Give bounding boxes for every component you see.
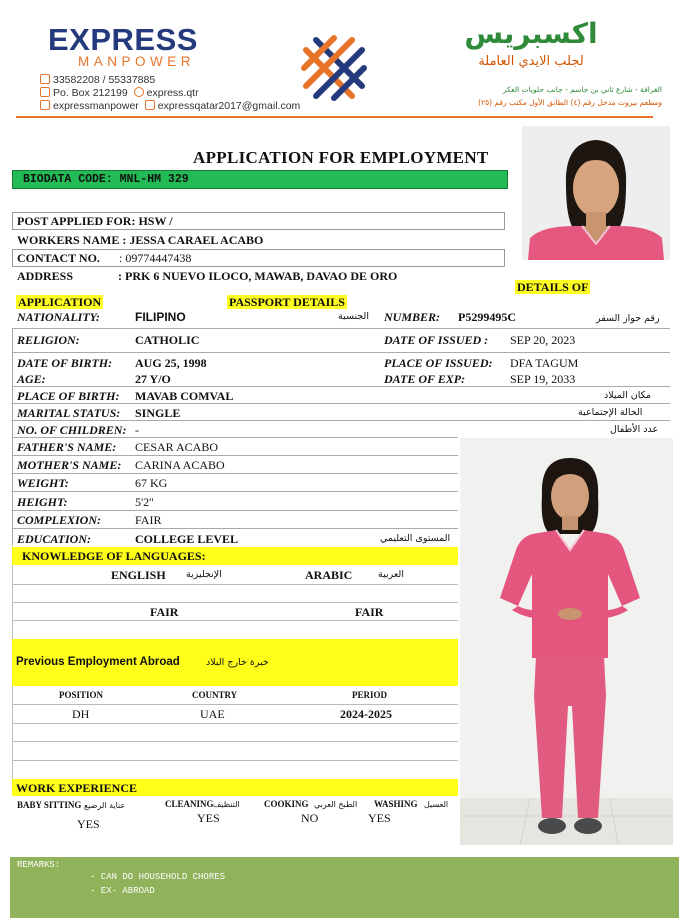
application-heading: APPLICATION	[18, 295, 102, 309]
row-border-left	[12, 328, 13, 546]
employment-position: DH	[72, 707, 90, 721]
form-title: APPLICATION FOR EMPLOYMENT	[193, 148, 489, 167]
table-divider	[12, 584, 458, 585]
height-value: 5'2''	[135, 495, 154, 509]
religion-value: CATHOLIC	[135, 333, 200, 347]
father-name-label: FATHER'S NAME:	[17, 440, 117, 454]
applicant-full-body-photo	[460, 438, 673, 845]
row-divider	[12, 386, 670, 387]
position-header: POSITION	[59, 690, 104, 700]
complexion-value: FAIR	[135, 513, 162, 527]
age-value: 27 Y/O	[135, 372, 171, 386]
row-divider	[12, 510, 458, 511]
pobox-line	[40, 87, 199, 100]
english-label: ENGLISH	[111, 568, 166, 582]
passport-number-label: NUMBER:	[384, 310, 441, 324]
applicant-portrait-photo	[522, 126, 670, 260]
mailbox-icon	[40, 87, 50, 97]
weight-value: 67 KG	[135, 476, 168, 490]
languages-band	[12, 547, 458, 565]
date-issued-value: SEP 20, 2023	[510, 333, 576, 347]
english-level: FAIR	[150, 605, 179, 619]
social-line	[40, 100, 300, 113]
skill-baby-sitting-label: BABY SITTING	[17, 800, 82, 810]
nationality-label: NATIONALITY:	[17, 310, 100, 324]
post-applied-box	[12, 212, 505, 230]
age-label: AGE:	[17, 372, 46, 386]
arabic-arabic: العربية	[378, 569, 404, 580]
row-divider	[12, 328, 670, 329]
remarks-item: - CAN DO HOUSEHOLD CHORES	[90, 872, 226, 882]
passport-number-value: P5299495C	[458, 310, 516, 324]
row-divider	[12, 473, 458, 474]
mother-name-label: MOTHER'S NAME:	[17, 458, 122, 472]
skill-cooking-label: COOKING	[264, 799, 309, 809]
contact-value: : 09774447438	[119, 251, 192, 265]
skill-cooking-arabic: الطبخ العربي	[314, 800, 358, 809]
marital-status-value: SINGLE	[135, 406, 181, 420]
post-applied-text: POST APPLIED FOR: HSW /	[17, 214, 173, 228]
row-divider	[12, 437, 458, 438]
mother-name-value: CARINA ACABO	[135, 458, 225, 472]
education-arabic: المستوى التعليمي	[380, 533, 451, 544]
nationality-value: FILIPINO	[135, 310, 186, 324]
skill-washing-label: WASHING	[374, 799, 418, 809]
row-divider	[12, 491, 458, 492]
marital-status-label: MARITAL STATUS:	[17, 406, 121, 420]
previous-employment-band	[12, 639, 458, 686]
remarks-panel	[10, 857, 679, 918]
skill-cleaning-arabic: التنظيف	[213, 800, 240, 809]
email-text: expressqatar2017@gmail.com	[157, 100, 301, 112]
row-divider	[12, 528, 458, 529]
table-divider	[12, 760, 458, 761]
place-of-birth-label: PLACE OF BIRTH:	[17, 389, 120, 403]
social-text: expressmanpower	[53, 100, 139, 112]
marital-status-arabic: الحالة الإجتماعية	[578, 407, 643, 418]
remarks-heading: REMARKS:	[17, 860, 61, 870]
table-divider	[12, 620, 458, 621]
brand-logo-subtitle: MANPOWER	[78, 54, 195, 69]
address-arabic-line-2: ومطعم بيروت مدخل رقم (٤) الطابق الأول مكتب رقم (٢٥)	[478, 98, 662, 107]
complexion-label: COMPLEXION:	[17, 513, 102, 527]
date-exp-value: SEP 19, 2033	[510, 372, 576, 386]
table-border-left	[12, 565, 13, 639]
row-divider	[12, 455, 458, 456]
row-divider	[12, 420, 670, 421]
dob-label: DATE OF BIRTH:	[17, 356, 113, 370]
place-of-birth-value: MAVAB COMVAL	[135, 389, 234, 403]
contact-label: CONTACT NO.	[17, 251, 100, 265]
web-text: express.qtr	[146, 87, 199, 99]
work-experience-band	[12, 779, 458, 796]
phone-line	[40, 74, 155, 87]
place-of-birth-arabic: مكان الميلاد	[604, 390, 652, 401]
address-arabic-line-1: الغرافة - شارع ثاني بن جاسم - جانب حلويات العكر	[502, 85, 662, 94]
company-emblem-icon	[294, 28, 374, 108]
children-value: -	[135, 423, 139, 437]
row-divider	[12, 352, 670, 353]
arabic-level: FAIR	[355, 605, 384, 619]
employment-period: 2024-2025	[340, 707, 392, 721]
passport-number-arabic: رقم جواز السفر	[596, 313, 660, 324]
row-divider	[12, 403, 670, 404]
languages-heading: KNOWLEDGE OF LANGUAGES:	[22, 549, 206, 563]
passport-details-heading: PASSPORT DETAILS	[229, 295, 345, 309]
details-of-heading: DETAILS OF	[517, 280, 589, 294]
date-exp-label: DATE OF EXP:	[384, 372, 466, 386]
previous-employment-heading: Previous Employment Abroad	[16, 656, 180, 668]
nationality-arabic: الجنسية	[338, 311, 369, 322]
skill-cleaning-label: CLEANING	[165, 799, 214, 809]
address-label: ADDRESS	[17, 269, 74, 283]
education-label: EDUCATION:	[17, 532, 92, 546]
period-header: PERIOD	[352, 690, 388, 700]
dob-value: AUG 25, 1998	[135, 356, 207, 370]
height-label: HEIGHT:	[17, 495, 68, 509]
email-icon	[145, 100, 155, 110]
workers-name-text: WORKERS NAME : JESSA CARAEL ACABO	[17, 233, 264, 247]
country-header: COUNTRY	[192, 690, 238, 700]
religion-label: RELIGION:	[17, 333, 80, 347]
table-divider	[12, 723, 458, 724]
table-border-left	[12, 686, 13, 779]
brand-logo-arabic-subtitle: لجلب الايدي العاملة	[478, 54, 584, 69]
table-divider	[12, 602, 458, 603]
address-value: : PRK 6 NUEVO ILOCO, MAWAB, DAVAO DE ORO	[118, 269, 398, 283]
remarks-item: - EX- ABROAD	[90, 886, 155, 896]
date-issued-label: DATE OF ISSUED :	[384, 333, 489, 347]
weight-label: WEIGHT:	[17, 476, 69, 490]
skill-washing-value: YES	[368, 811, 391, 825]
employment-country: UAE	[200, 707, 225, 721]
pobox-text: Po. Box 212199	[53, 87, 128, 99]
instagram-icon	[40, 100, 50, 110]
contact-box	[12, 249, 505, 267]
skill-baby-sitting-value: YES	[77, 817, 100, 831]
skill-cooking-value: NO	[301, 811, 319, 825]
work-experience-heading: WORK EXPERIENCE	[16, 781, 138, 795]
phone-icon	[40, 74, 50, 84]
header-divider	[16, 116, 653, 118]
brand-logo-english: EXPRESS	[48, 22, 198, 57]
arabic-label: ARABIC	[305, 568, 353, 582]
place-issued-value: DFA TAGUM	[510, 356, 579, 370]
place-issued-label: PLACE OF ISSUED:	[384, 356, 493, 370]
brand-logo-arabic: اكسبريس	[464, 17, 598, 50]
english-arabic: الإنجليزية	[186, 569, 222, 580]
education-value: COLLEGE LEVEL	[135, 532, 239, 546]
table-divider	[12, 704, 458, 705]
biodata-code-bar: BIODATA CODE: MNL-HM 329	[12, 170, 508, 189]
children-arabic: عدد الأطفال	[610, 424, 659, 435]
table-divider	[12, 741, 458, 742]
skill-baby-sitting-arabic: عناية الرضيع	[84, 801, 126, 810]
facebook-icon	[134, 87, 144, 97]
skill-cleaning-value: YES	[197, 811, 220, 825]
children-label: NO. OF CHILDREN:	[17, 423, 127, 437]
skill-washing-arabic: الغسيل	[424, 800, 449, 809]
father-name-value: CESAR ACABO	[135, 440, 219, 454]
phone-text: 33582208 / 55337885	[53, 74, 156, 86]
previous-employment-arabic: خبرة خارج البلاد	[206, 657, 269, 668]
